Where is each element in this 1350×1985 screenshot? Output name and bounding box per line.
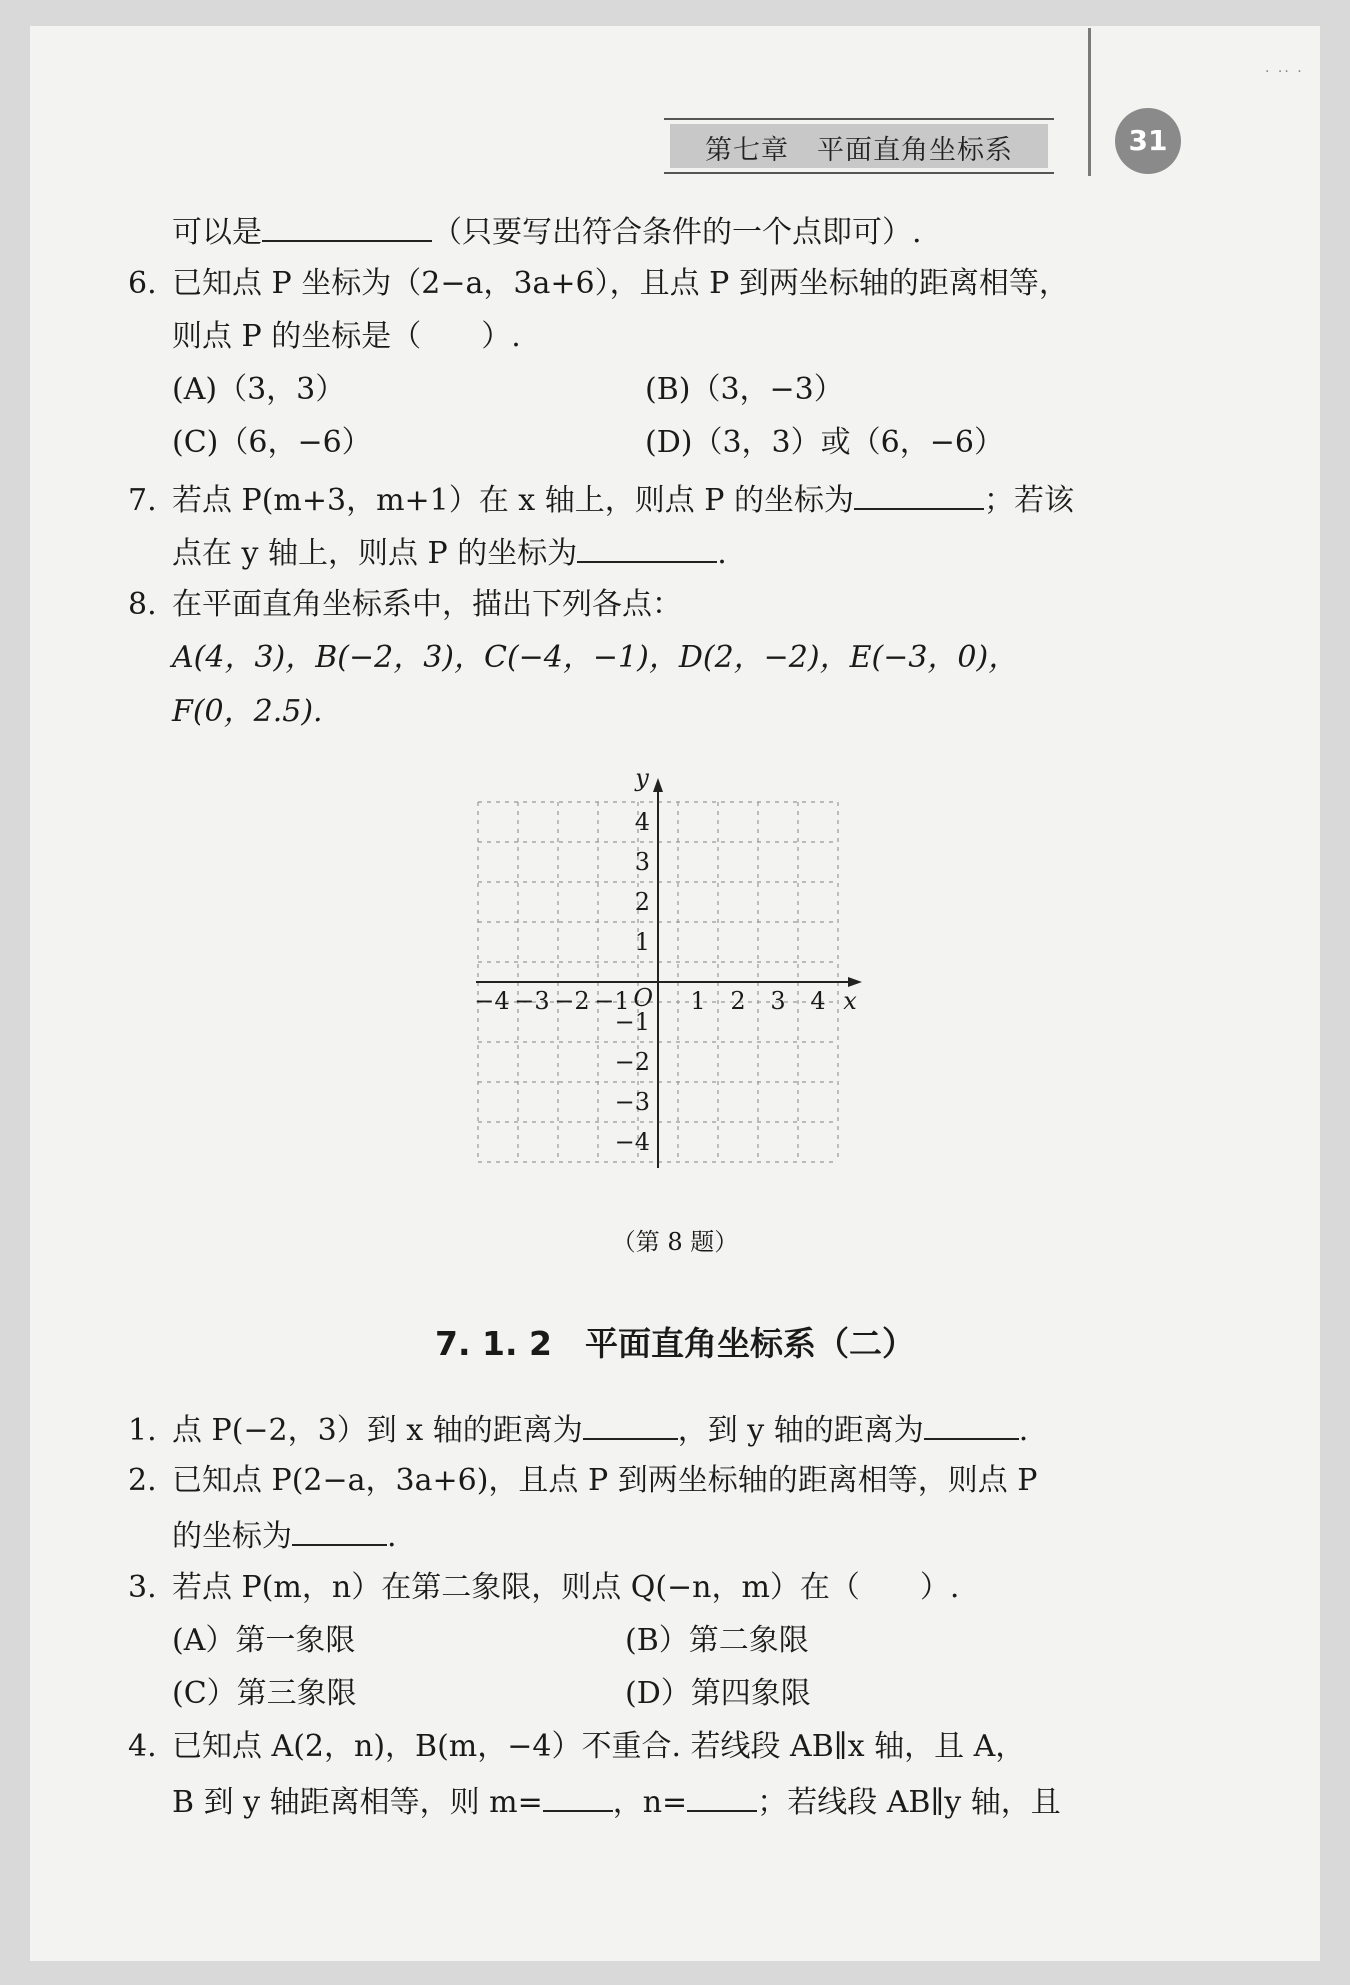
y-tick-label: 3 xyxy=(634,848,650,876)
exercise-2-line2: 的坐标为 . xyxy=(172,1514,397,1557)
x-tick-label: −4 xyxy=(474,987,510,1015)
y-tick-label: 1 xyxy=(634,928,650,956)
answer-blank[interactable] xyxy=(924,1408,1019,1440)
exercise-4-line2: B 到 y 轴距离相等，则 m= ，n= ；若线段 AB∥y 轴，且 xyxy=(172,1780,1061,1823)
answer-blank[interactable] xyxy=(262,210,432,242)
question-8-points: A(4，3)，B(−2，3)，C(−4，−1)，D(2，−2)，E(−3，0)， xyxy=(172,640,1019,675)
x-tick-label: −3 xyxy=(514,987,550,1015)
y-tick-label: 4 xyxy=(634,808,650,836)
answer-blank[interactable] xyxy=(543,1780,613,1812)
origin-label: O xyxy=(633,984,653,1012)
question-6: 6. 已知点 P 坐标为（2−a，3a+6），且点 P 到两坐标轴的距离相等， xyxy=(128,266,1069,301)
chapter-header xyxy=(664,118,1054,174)
x-axis-label: x xyxy=(843,987,857,1015)
y-tick-label: −3 xyxy=(614,1088,650,1116)
answer-blank[interactable] xyxy=(583,1408,678,1440)
s3-option-b: (B）第二象限 xyxy=(625,1623,809,1658)
exercise-2: 2. 已知点 P(2−a，3a+6)，且点 P 到两坐标轴的距离相等，则点 P xyxy=(128,1463,1038,1498)
x-axis-arrow xyxy=(848,977,862,987)
answer-blank[interactable] xyxy=(687,1780,757,1812)
page-number-badge: 31 xyxy=(1115,108,1181,174)
y-axis-arrow xyxy=(653,778,663,792)
q5-continuation: 可以是 （只要写出符合条件的一个点即可）. xyxy=(172,210,922,253)
y-tick-label: −2 xyxy=(614,1048,650,1076)
s3-option-a: (A）第一象限 xyxy=(172,1623,356,1658)
q6-option-c: (C)（6，−6） xyxy=(172,425,372,460)
q6-option-b: (B)（3，−3） xyxy=(645,372,844,407)
question-8: 8. 在平面直角坐标系中，描出下列各点： xyxy=(128,587,682,622)
header-divider xyxy=(1088,28,1091,176)
x-tick-label: 2 xyxy=(730,987,746,1015)
q6-option-d: (D)（3，3）或（6，−6） xyxy=(645,425,1004,460)
question-7: 7. 若点 P(m+3，m+1）在 x 轴上，则点 P 的坐标为 ；若该 xyxy=(128,478,1074,521)
exercise-3: 3. 若点 P(m，n）在第二象限，则点 Q(−n，m）在（ ）. xyxy=(128,1570,960,1605)
figure-caption: （第 8 题） xyxy=(611,1228,739,1256)
y-tick-label: −4 xyxy=(614,1128,650,1156)
x-tick-label: −1 xyxy=(594,987,630,1015)
q6-option-a: (A)（3，3） xyxy=(172,372,346,407)
x-tick-label: −2 xyxy=(554,987,590,1015)
answer-blank[interactable] xyxy=(854,478,984,510)
s3-option-c: (C）第三象限 xyxy=(172,1676,357,1711)
chapter-title: 第七章 平面直角坐标系 xyxy=(705,135,1013,166)
s3-option-d: (D）第四象限 xyxy=(625,1676,811,1711)
scan-mark: · ·· · xyxy=(1265,64,1304,80)
y-tick-label: 2 xyxy=(634,888,650,916)
answer-blank[interactable] xyxy=(577,531,717,563)
y-axis-label: y xyxy=(635,764,649,792)
y-tick-label: −1 xyxy=(614,1008,650,1036)
question-7-line2: 点在 y 轴上，则点 P 的坐标为 . xyxy=(172,531,727,574)
coordinate-grid xyxy=(440,760,880,1200)
question-8-points-2: F(0，2.5). xyxy=(172,694,323,729)
exercise-1: 1. 点 P(−2，3）到 x 轴的距离为 ，到 y 轴的距离为 . xyxy=(128,1408,1028,1451)
answer-blank[interactable] xyxy=(292,1514,387,1546)
x-tick-label: 3 xyxy=(770,987,786,1015)
question-6-line2: 则点 P 的坐标是（ ）. xyxy=(172,319,521,354)
x-tick-label: 1 xyxy=(690,987,706,1015)
exercise-4: 4. 已知点 A(2，n)，B(m，−4）不重合. 若线段 AB∥x 轴，且 A， xyxy=(128,1729,1026,1764)
x-tick-label: 4 xyxy=(810,987,826,1015)
section-title: 7. 1. 2 平面直角坐标系（二） xyxy=(435,1324,915,1363)
